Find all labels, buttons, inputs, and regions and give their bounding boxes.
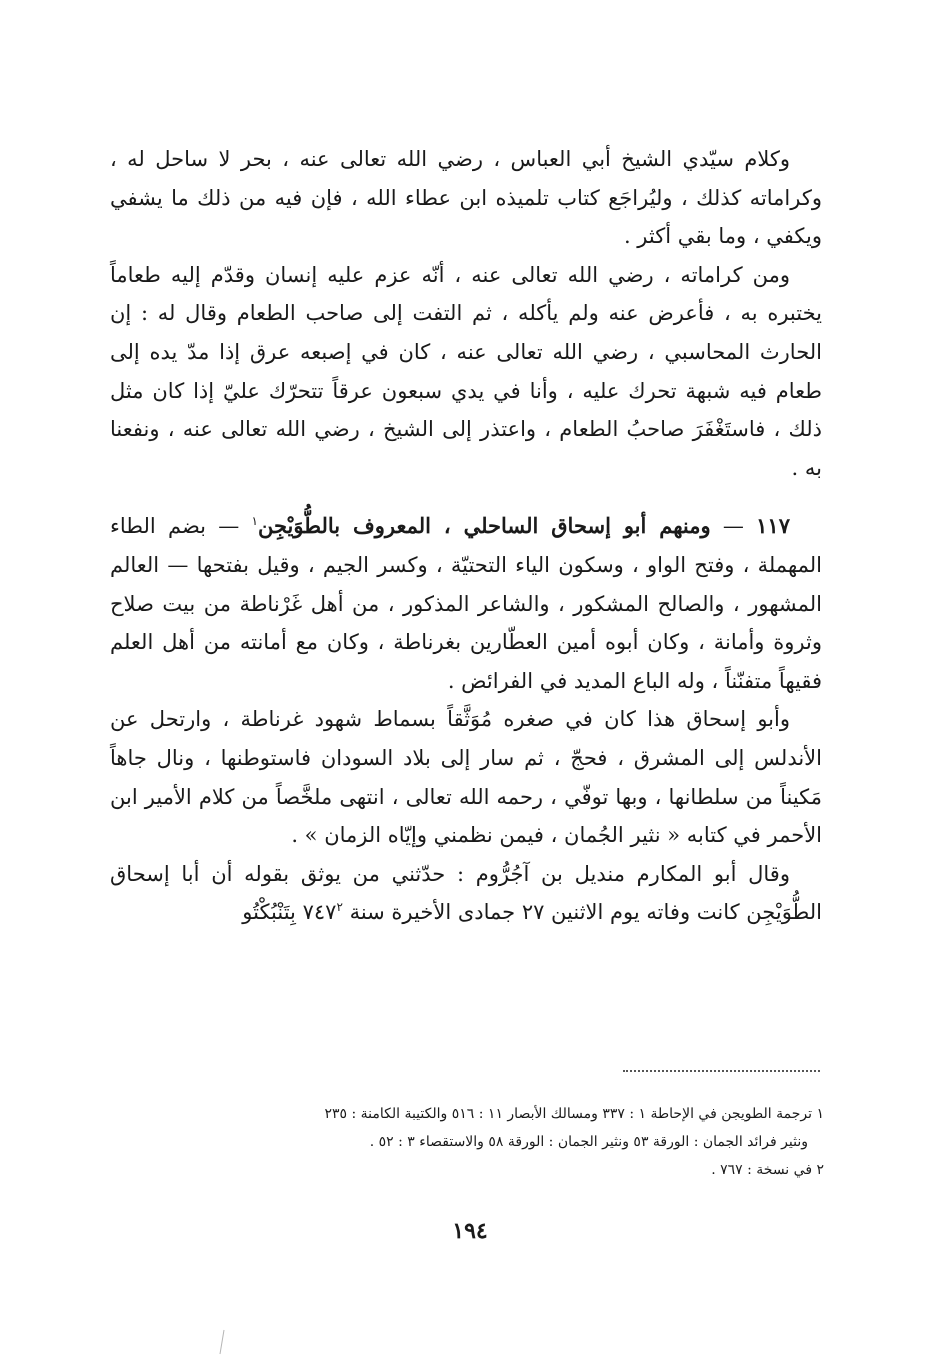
footnote-ref-1: ١ — [251, 514, 258, 529]
footnote-divider — [623, 1070, 820, 1072]
paragraph-2: ومن كراماته ، رضي الله تعالى عنه ، أنّه عزم عليه إنسان وقدّم إليه طعاماً يختبره به ، فأعرض عنه ولم يأكله ، ثم التفت إلى صاحب الطعام وقال له : إن الحارث المحاسبي ، رضي الله تعالى عنه ، كان في إصبعه عرق إذا مدّ يده إلى طعام فيه شبهة تحرك عليه ، وأنا في يدي سبعون عرقاً تتحرّك عليّ إذا كان مثل ذلك ، فاستَغْفَرَ صاحبُ الطعام ، واعتذر إلى الشيخ ، رضي الله تعالى عنه ، ونفعنا به . — [110, 262, 822, 480]
paragraph-5-tail: بِتَنْبُكْتُو — [242, 900, 303, 925]
scan-speck — [215, 1328, 229, 1356]
entry-text: — بضم الطاء المهملة ، وفتح الواو ، وسكون الياء التحتيّة ، وكسر الجيم ، وقيل بفتحها — العالم المشهور ، والصالح المشكور ، والشاعر المذكور ، من أهل غَرْناطة من بيت صلاح وثروة وأمانة ، وكان أبوه أمين العطّارين بغرناطة ، وكان مع أمانته من أهل العلم فقيهاً متفنّناً ، وله الباع المديد في الفرائض . — [110, 514, 822, 693]
footnote-1-continued: ونثير فرائد الجمان : الورقة ٥٣ ونثير الجمان : الورقة ٥٨ والاستقصاء ٣ : ٥٢ . — [369, 1134, 808, 1150]
entry-title: ومنهم أبو إسحاق الساحلي ، المعروف بالطُّوَيْجِن — [258, 513, 711, 539]
main-text — [110, 140, 822, 932]
paragraph-4: وأبو إسحاق هذا كان في صغره مُوَثَّقاً بسماط شهود غرناطة ، وارتحل عن الأندلس إلى المشرق ، فحجّ ، ثم سار إلى بلاد السودان فاستوطنها ، ونال جاهاً مَكيناً من سلطانها ، وبها توفّي ، رحمه الله تعالى ، انتهى ملخَّصاً من كلام الأمير ابن الأحمر في كتابه « نثير الجُمان ، فيمن نظمني وإيّاه الزمان » . — [110, 707, 822, 848]
page-number: ١٩٤ — [452, 1218, 488, 1244]
entry-number: ١١٧ — [756, 513, 790, 539]
footnote-1: ١ ترجمة الطويجن في الإحاطة ١ : ٣٣٧ ومسالك الأبصار ١١ : ٥١٦ والكتيبة الكامنة : ٢٣٥ — [324, 1106, 824, 1122]
footnote-ref-2: ٢ — [336, 900, 343, 915]
footnotes — [108, 1100, 824, 1184]
paragraph-1: وكلام سيّدي الشيخ أبي العباس ، رضي الله تعالى عنه ، بحر لا ساحل له ، وكراماته كذلك ، وليُراجَع كتاب تلميذه ابن عطاء الله ، فإن فيه من ذلك ما يشفي ويكفي ، وما بقي أكثر . — [110, 147, 822, 249]
paragraph-5 — [110, 855, 822, 932]
entry-117 — [110, 507, 822, 700]
footnote-2: ٢ في نسخة : ٧٦٧ . — [711, 1162, 824, 1178]
entry-dash: — — [710, 514, 757, 539]
paragraph-5-text: وقال أبو المكارم منديل بن آجُرُّوم : حدّثني من يوثق بقوله أن أبا إسحاق الطُّوَيْجِن كانت وفاته يوم الاثنين ٢٧ جمادى الأخيرة سنة ٧٤٧ — [110, 861, 822, 925]
